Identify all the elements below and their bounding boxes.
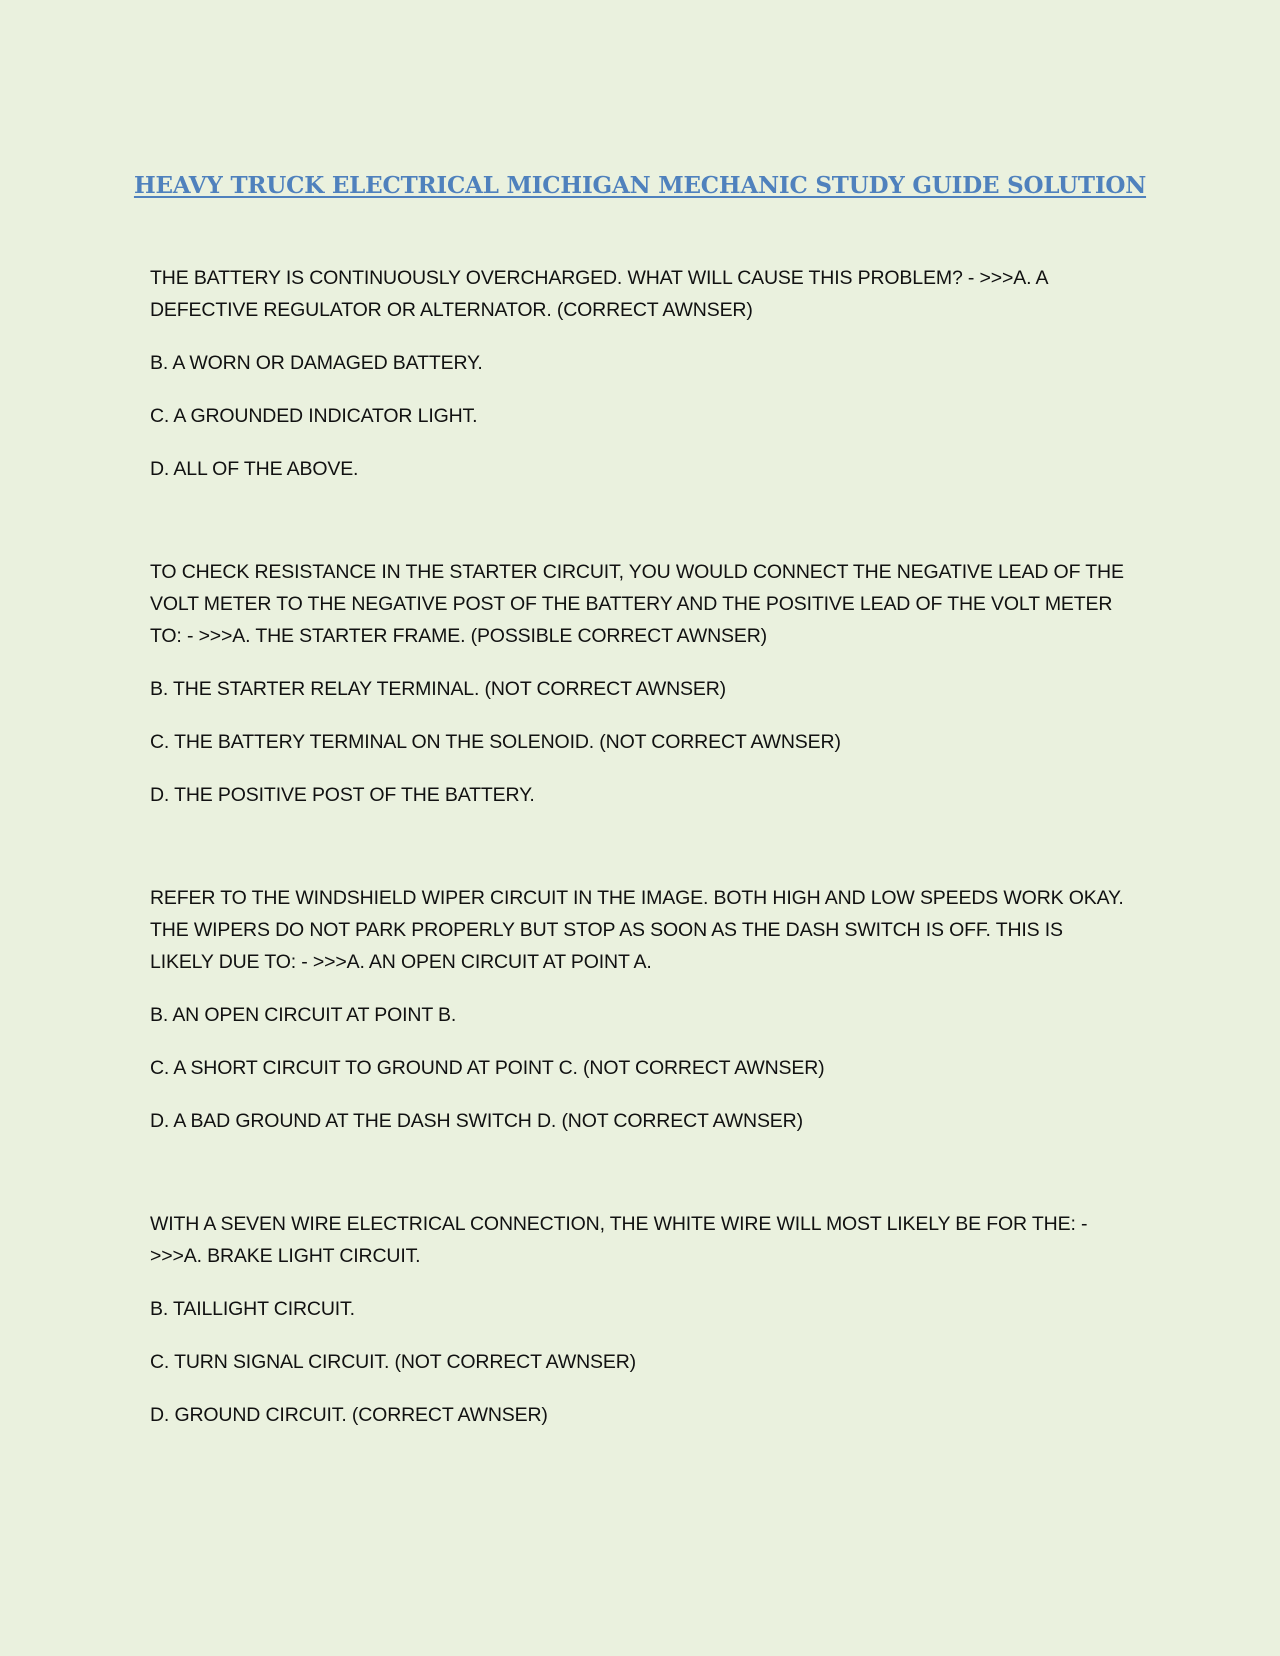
answer-option: C. TURN SIGNAL CIRCUIT. (NOT CORRECT AWNSER) (150, 1351, 636, 1373)
answer-option: D. GROUND CIRCUIT. (CORRECT AWNSER) (150, 1404, 548, 1426)
answer-option: C. A GROUNDED INDICATOR LIGHT. (150, 405, 478, 427)
document-title: HEAVY TRUCK ELECTRICAL MICHIGAN MECHANIC STUDY GUIDE SOLUTION (133, 172, 1147, 199)
question-1 (150, 262, 1130, 485)
question-text: REFER TO THE WINDSHIELD WIPER CIRCUIT IN THE IMAGE. BOTH HIGH AND LOW SPEEDS WORK OKAY. THE WIPERS DO NOT PARK PROPERLY BUT STOP AS SOON AS THE DASH SWITCH IS OFF. THIS IS LIKELY DUE TO: - >>>A. AN OPEN CIRCUIT AT POINT A. (150, 887, 1124, 973)
question-2 (150, 556, 1130, 811)
question-text: WITH A SEVEN WIRE ELECTRICAL CONNECTION, THE WHITE WIRE WILL MOST LIKELY BE FOR THE: - >>>A. BRAKE LIGHT CIRCUIT. (150, 1213, 1088, 1267)
answer-option: C. THE BATTERY TERMINAL ON THE SOLENOID. (NOT CORRECT AWNSER) (150, 731, 841, 753)
question-text: THE BATTERY IS CONTINUOUSLY OVERCHARGED. WHAT WILL CAUSE THIS PROBLEM? - >>>A. A DEFECTIVE REGULATOR OR ALTERNATOR. (CORRECT AWNSER) (150, 267, 1048, 321)
document-body (150, 262, 1130, 1452)
question-4 (150, 1208, 1130, 1431)
answer-option: B. TAILLIGHT CIRCUIT. (150, 1298, 355, 1320)
answer-option: D. ALL OF THE ABOVE. (150, 458, 359, 480)
answer-option: C. A SHORT CIRCUIT TO GROUND AT POINT C. (NOT CORRECT AWNSER) (150, 1057, 825, 1079)
answer-option: B. A WORN OR DAMAGED BATTERY. (150, 352, 483, 374)
answer-option: B. AN OPEN CIRCUIT AT POINT B. (150, 1004, 457, 1026)
answer-option: B. THE STARTER RELAY TERMINAL. (NOT CORRECT AWNSER) (150, 678, 727, 700)
question-3 (150, 882, 1130, 1137)
answer-option: D. THE POSITIVE POST OF THE BATTERY. (150, 784, 535, 806)
question-text: TO CHECK RESISTANCE IN THE STARTER CIRCUIT, YOU WOULD CONNECT THE NEGATIVE LEAD OF THE VOLT METER TO THE NEGATIVE POST OF THE BATTERY AND THE POSITIVE LEAD OF THE VOLT METER TO: - >>>A. THE STARTER FRAME. (POSSIBLE CORRECT AWNSER) (150, 561, 1124, 647)
answer-option: D. A BAD GROUND AT THE DASH SWITCH D. (NOT CORRECT AWNSER) (150, 1110, 803, 1132)
